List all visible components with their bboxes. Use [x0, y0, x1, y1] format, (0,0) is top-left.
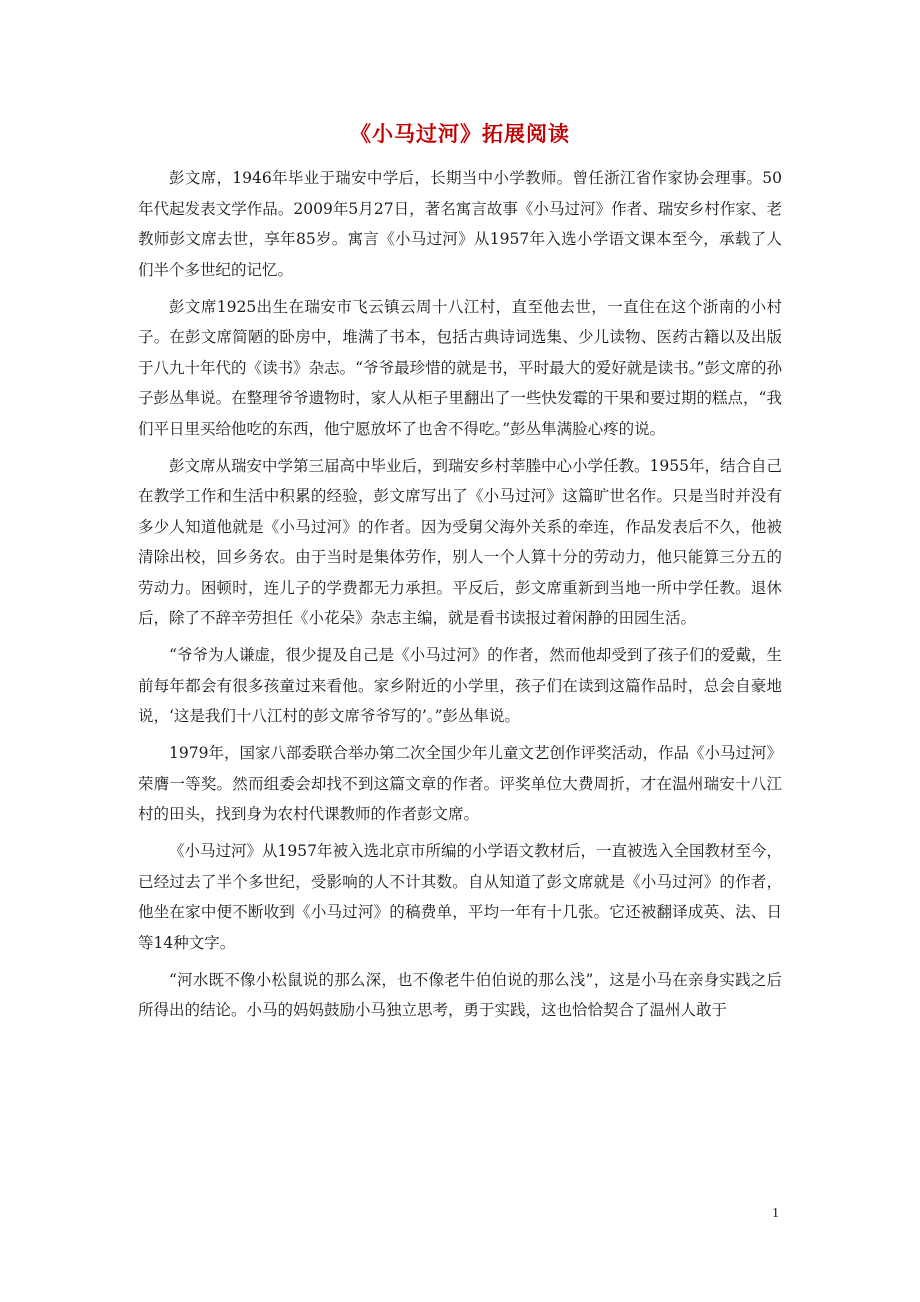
paragraph: 1979年，国家八部委联合举办第二次全国少年儿童文艺创作评奖活动，作品《小马过河》荣膺一等奖。然而组委会却找不到这篇文章的作者。评奖单位大费周折，才在温州瑞安十八江村的田头，找到身为农村代课教师的作者彭文席。 [138, 744, 782, 823]
paragraph: 《小马过河》从1957年被入选北京市所编的小学语文教材后，一直被选入全国教材至今，已经过去了半个多世纪，受影响的人不计其数。自从知道了彭文席就是《小马过河》的作者，他坐在家中便不断收到《小马过河》的稿费单，平均一年有十几张。它还被翻译成英、法、日等14种文字。 [138, 842, 782, 952]
paragraph: “爷爷为人谦虚，很少提及自己是《小马过河》的作者，然而他却受到了孩子们的爱戴，生前每年都会有很多孩童过来看他。家乡附近的小学里，孩子们在读到这篇作品时，总会自豪地说，‘这是我们十八江村的彭文席爷爷写的’。”彭丛隼说。 [138, 646, 782, 725]
paragraph: 彭文席1925出生在瑞安市飞云镇云周十八江村，直至他去世，一直住在这个浙南的小村子。在彭文席简陋的卧房中，堆满了书本，包括古典诗词选集、少儿读物、医药古籍以及出版于八九十年代的《读书》杂志。“爷爷最珍惜的就是书，平时最大的爱好就是读书。”彭文席的孙子彭丛隼说。在整理爷爷遗物时，家人从柜子里翻出了一些快发霉的干果和要过期的糕点，“我们平日里买给他吃的东西，他宁愿放坏了也舍不得吃。”彭丛隼满脸心疼的说。 [138, 297, 782, 438]
paragraph: “河水既不像小松鼠说的那么深，也不像老牛伯伯说的那么浅”，这是小马在亲身实践之后所得出的结论。小马的妈妈鼓励小马独立思考，勇于实践，这也恰恰契合了温州人敢于 [138, 970, 782, 1019]
document-title: 《小马过河》拓展阅读 [350, 121, 570, 146]
paragraph: 彭文席从瑞安中学第三届高中毕业后，到瑞安乡村莘塍中心小学任教。1955年，结合自己在教学工作和生活中积累的经验，彭文席写出了《小马过河》这篇旷世名作。只是当时并没有多少人知道他就是《小马过河》的作者。因为受舅父海外关系的牵连，作品发表后不久，他被清除出校，回乡务农。由于当时是集体劳作，别人一个人算十分的劳动力，他只能算三分五的劳动力。困顿时，连儿子的学费都无力承担。平反后，彭文席重新到当地一所中学任教。退休后，除了不辞辛劳担任《小花朵》杂志主编，就是看书读报过着闲静的田园生活。 [138, 456, 782, 627]
paragraph: 彭文席，1946年毕业于瑞安中学后，长期当中小学教师。曾任浙江省作家协会理事。50年代起发表文学作品。2009年5月27日，著名寓言故事《小马过河》作者、瑞安乡村作家、老教师彭文席去世，享年85岁。寓言《小马过河》从1957年入选小学语文课本至今，承载了人们半个多世纪的记忆。 [138, 169, 782, 279]
article-body [138, 163, 782, 1032]
page-number: 1 [772, 1206, 779, 1221]
